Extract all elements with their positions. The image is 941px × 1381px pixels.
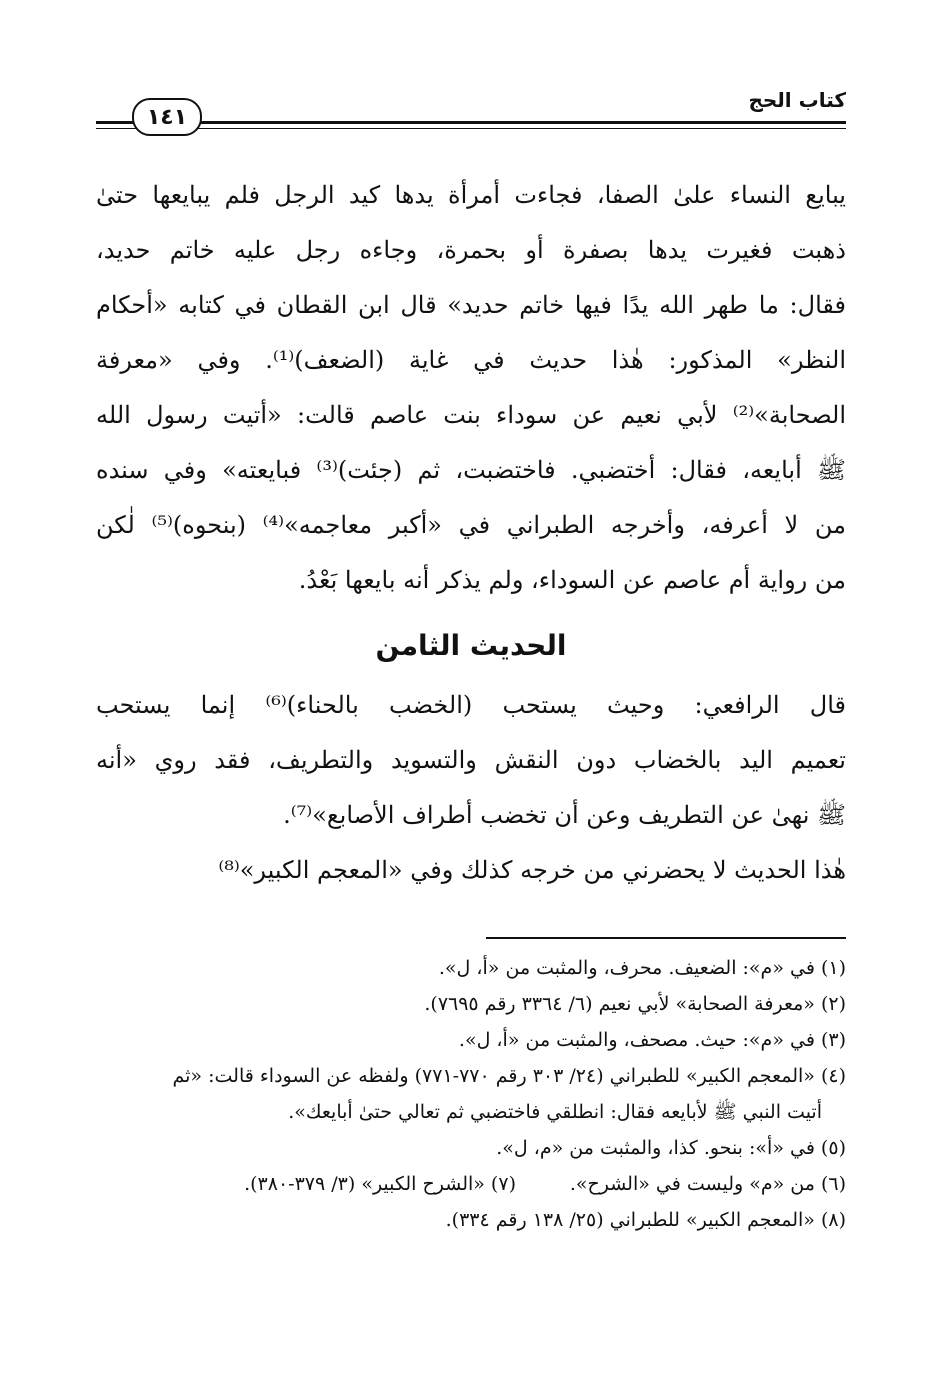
paragraph-1: [96, 168, 846, 608]
footnote-1: (١) في «م»: الضعيف. محرف، والمثبت من «أ، ل».: [438, 957, 846, 979]
text-line: ﷺ نهىٰ عن التطريف وعن أن تخضب أطراف الأصابع»⁽⁷⁾.: [283, 801, 846, 829]
page-number: ١٤١: [132, 98, 202, 136]
page-header: [96, 88, 846, 136]
text-line: الصحابة»⁽²⁾ لأبي نعيم عن سوداء بنت عاصم قالت: «أتيت رسول الله: [96, 401, 846, 429]
footnote-separator: [486, 937, 846, 939]
text-line: النظر» المذكور: هٰذا حديث في غاية (الضعف)⁽¹⁾. وفي «معرفة: [96, 346, 846, 374]
text-line: ﷺ أبايعه، فقال: أختضبي. فاختضبت، ثم (جئت)⁽³⁾ فبايعته» وفي سنده: [96, 456, 846, 484]
footnote-row-6-7: [96, 1166, 846, 1202]
text-line: تعميم اليد بالخضاب دون النقش والتسويد والتطريف، فقد روي «أنه: [96, 746, 846, 774]
text-line: فقال: ما طهر الله يدًا فيها خاتم حديد» قال ابن القطان في كتابه «أحكام: [96, 291, 846, 319]
text-line: من لا أعرفه، وأخرجه الطبراني في «أكبر معاجمه»⁽⁴⁾ (بنحوه)⁽⁵⁾ لٰكن: [96, 511, 846, 539]
header-rule-thin: [96, 128, 846, 129]
text-line: قال الرافعي: وحيث يستحب (الخضب بالحناء)⁽⁶⁾ إنما يستحب: [96, 691, 846, 719]
footnote-5: (٥) في «أ»: بنحو. كذا، والمثبت من «م، ل».: [496, 1137, 846, 1159]
text-line: يبايع النساء علىٰ الصفا، فجاءت أمرأة يدها كيد الرجل فلم يبايعها حتىٰ: [96, 181, 846, 209]
footnote-3: (٣) في «م»: حيث. مصحف، والمثبت من «أ، ل».: [458, 1029, 846, 1051]
footnotes: [96, 950, 846, 1238]
footnote-2: (٢) «معرفة الصحابة» لأبي نعيم (٦/ ٣٣٦٤ رقم ٧٦٩٥).: [424, 993, 846, 1015]
section-title: الحديث الثامن: [375, 629, 567, 662]
header-rule-thick: [96, 121, 846, 124]
footnote-4-continuation: أتيت النبي ﷺ لأبايعه فقال: انطلقي فاختضبي ثم تعالي حتىٰ أبايعك».: [288, 1101, 822, 1123]
footnote-6: (٦) من «م» وليست في «الشرح».: [569, 1173, 846, 1195]
footnote-4: (٤) «المعجم الكبير» للطبراني (٢٤/ ٣٠٣ رقم ٧٧٠-٧٧١) ولفظه عن السوداء قالت: «ثم: [172, 1065, 846, 1087]
text-line: ذهبت فغيرت يدها بصفرة أو بحمرة، وجاءه رجل عليه خاتم حديد،: [96, 236, 846, 264]
text-line: من رواية أم عاصم عن السوداء، ولم يذكر أنه بايعها بَعْدُ.: [298, 566, 846, 594]
text-line: هٰذا الحديث لا يحضرني من خرجه كذلك وفي «المعجم الكبير»⁽⁸⁾: [218, 856, 846, 884]
paragraph-2: [96, 678, 846, 898]
footnote-7: (٧) «الشرح الكبير» (٣/ ٣٧٩-٣٨٠).: [244, 1173, 516, 1195]
footnote-8: (٨) «المعجم الكبير» للطبراني (٢٥/ ١٣٨ رقم ٣٣٤).: [445, 1209, 846, 1231]
running-head: كتاب الحج: [742, 88, 846, 112]
